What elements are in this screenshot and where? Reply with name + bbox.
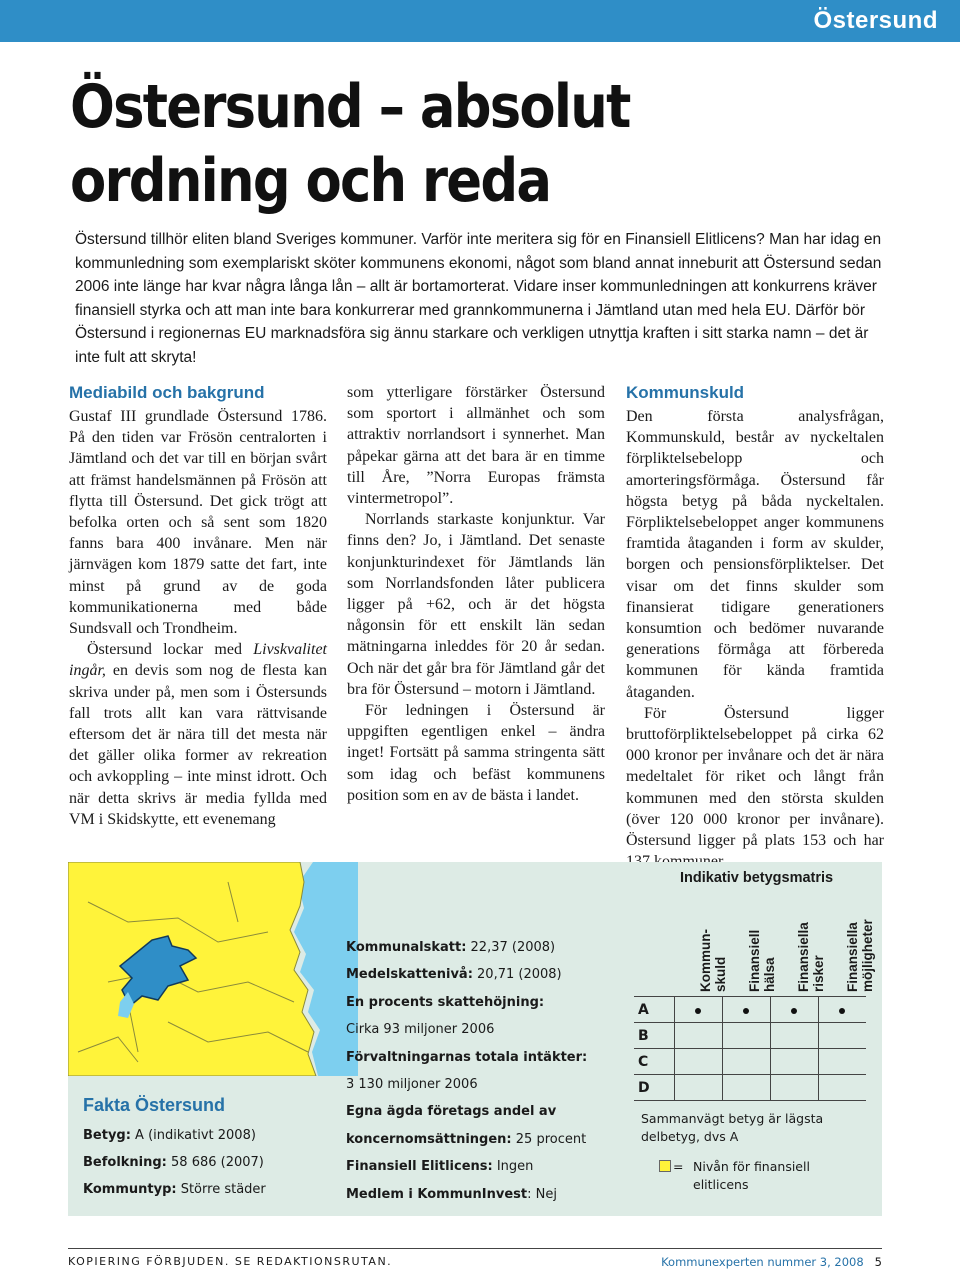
matrix-cell xyxy=(722,1023,770,1049)
footer-rule xyxy=(68,1248,882,1249)
text-span: Östersund lockar med xyxy=(87,641,254,659)
stat-intakter-value: 3 130 miljoner 2006 xyxy=(346,1077,478,1093)
grade-dot xyxy=(791,1008,797,1014)
fact-label: Betyg: xyxy=(83,1128,131,1143)
body-paragraph: För Östersund ligger bruttoförpliktelsebeloppet på cirka 62 000 kronor per invånare och det är nära medeltalet för riket och långt från kommunen med den största skulden (över 120 000 kronor per invånare). Östersund ligger på plats 153 och har xyxy=(626,704,884,850)
matrix-cell xyxy=(674,997,722,1023)
body-paragraph: Gustaf III grundlade Östersund 1786. På den tiden var Frösön centralorten i Jämtland och det var till en början svårt att främst handelsmännen på Frösön att flytta till Östersund. Det gick trögt att befolka orten och så sent som 1820 fanns bara 400 invånare. Men när järnvägen kom 1879 satte det fart, inte minst på grund av de goda kommunikationerna med både Sundsvall och Trondheim. xyxy=(69,408,327,638)
fakta-heading: Fakta Östersund xyxy=(83,1095,226,1115)
row-label: A xyxy=(634,997,674,1023)
matrix-note: Sammanvägt betyg är lägsta delbetyg, dvs A xyxy=(641,1111,824,1144)
matrix-cell xyxy=(818,1049,866,1075)
stat-value: 20,71 (2008) xyxy=(472,967,562,983)
publication-name: Kommunexperten nummer 3, 2008 xyxy=(661,1255,864,1269)
matrix-cell xyxy=(722,997,770,1023)
header-city-label: Östersund xyxy=(813,7,938,34)
legend-text: Nivån för finansiell elitlicens xyxy=(693,1159,810,1192)
matrix-cell xyxy=(674,1023,722,1049)
fakta-befolkning xyxy=(83,1149,343,1176)
stat-label: En procents skattehöjning: xyxy=(346,994,545,1010)
stat-medelskattenivå xyxy=(346,961,610,988)
body-paragraph: För ledningen i Östersund är uppgiften egentligen enkel – ändra inget! Fortsätt på samma stringenta sätt som idag och befäst kommunens position som en av de bästa i landet. xyxy=(347,702,605,804)
matrix-cell xyxy=(818,1075,866,1101)
section-heading-mediabild: Mediabild och bakgrund xyxy=(69,383,265,402)
stat-kommunalskatt xyxy=(346,934,610,961)
grade-dot xyxy=(695,1008,701,1014)
matrix-cell xyxy=(818,1023,866,1049)
matrix-cell xyxy=(770,1049,818,1075)
matrix-legend xyxy=(659,1158,869,1194)
stat-procent-label xyxy=(346,989,610,1016)
fakta-panel xyxy=(83,1092,343,1203)
matrix-cell xyxy=(770,1075,818,1101)
stat-label: Medelskattenivå: xyxy=(346,967,473,983)
row-label: D xyxy=(634,1075,674,1101)
fact-label: Kommuntyp: xyxy=(83,1182,177,1197)
map-county-jamtland xyxy=(68,862,316,1076)
column-label: Finansiella möjligheter xyxy=(845,919,875,992)
stat-elitlicens xyxy=(346,1153,610,1180)
footer-copyright: KOPIERING FÖRBJUDEN. SE REDAKTIONSRUTAN. xyxy=(68,1255,393,1268)
grade-matrix xyxy=(634,996,866,1101)
matrix-column-header xyxy=(773,898,826,994)
header-bar xyxy=(0,0,960,42)
fact-value: Större städer xyxy=(176,1182,266,1197)
matrix-cell xyxy=(770,1023,818,1049)
page-number: 5 xyxy=(874,1255,882,1269)
stat-intakter-label xyxy=(346,1044,610,1071)
matrix-cell xyxy=(674,1049,722,1075)
section-heading-kommunskuld: Kommunskuld xyxy=(626,383,745,402)
fact-value: A (indikativt 2008) xyxy=(130,1128,256,1143)
motto-text: Livskvalitet ingår, xyxy=(69,641,327,680)
title-line-2: ordning och reda xyxy=(70,146,551,216)
matrix-row xyxy=(634,997,866,1023)
matrix-cell xyxy=(674,1075,722,1101)
matrix-row xyxy=(634,1049,866,1075)
text-span: en devis som nog de flesta kan skriva under på, men som i Östersunds fall trots allt kan vara rättvisande eftersom det är nära till det mesta när det gäller olika former av rekreation och avkoppling – inte minst idrott. Och när detta skrivs är media fyllda med VM i Skidskytte, ett evenemang xyxy=(69,662,327,828)
stat-procent-value: Cirka 93 miljoner 2006 xyxy=(346,1022,495,1038)
row-label: C xyxy=(634,1049,674,1075)
stat-label: Egna ägda företags andel av koncernomsättningen: xyxy=(346,1104,557,1147)
title-line-1: Östersund – absolut xyxy=(70,72,630,142)
stat-value: : Nej xyxy=(527,1186,557,1202)
stat-label: Medlem i KommunInvest xyxy=(346,1186,528,1202)
matrix-title: Indikativ betygsmatris xyxy=(680,870,834,886)
column-label: Kommun- skuld xyxy=(698,929,728,992)
column-label: Finansiella risker xyxy=(796,922,826,992)
stat-egna-foretag xyxy=(346,1098,610,1153)
body-paragraph: Den första analysfrågan, Kommunskuld, består av nyckeltalen förpliktelsebelopp och amorteringsförmåga. Östersund får högsta betyg på båda nyckeltalen. Förpliktelsebeloppet anger kommunens framtida åtaganden i form av skulder, borgen och pensionsförpliktelser. Det visar om det finns skulder som finansierat tidigare generationers konsumtion och bedömer nuvarande generations förmåga att förbereda kommunen för kända framtida åtaganden. xyxy=(626,408,884,701)
footer-publication xyxy=(661,1255,882,1269)
ingress-paragraph: Östersund tillhör eliten bland Sveriges kommuner. Varför inte meritera sig för en Finansiell Elitlicens? Man har idag en kommunledning som exemplariskt sköter kommunens ekonomi, något som bland annat inneburit att Östersund sedan 2006 inte länge har kvar några långa lån – allt är bortamorterat. Vidare inser kommunledningen att konkurrens kräver finansiell styrka och att man inte bara konkurrerar med grannkommunerna i Jämtland utan med hela EU. Därför bör Östersund i regionernas EU marknadsföra sig ännu starkare och verkligen utnyttja kraften i sitt starka namn – det är inte fult att skryta! xyxy=(75,231,882,366)
stat-value: 25 procent xyxy=(511,1131,587,1147)
matrix-column-header xyxy=(724,898,777,994)
body-paragraph: som ytterligare förstärker Östersund som sportort i allmänhet och som attraktiv norrlandsort i synnerhet. Man påpekar gärna att det bara är en timme till Åre, ”Norra Europas främsta vintermetropol”. xyxy=(347,384,605,508)
legend-swatch xyxy=(659,1160,671,1172)
stat-label: Förvaltningarnas totala intäkter: xyxy=(346,1049,588,1065)
matrix-column-header xyxy=(675,898,728,994)
column-label: Finansiell hälsa xyxy=(747,929,777,992)
article-column-1 xyxy=(69,382,327,830)
matrix-cell xyxy=(722,1075,770,1101)
stat-value: Ingen xyxy=(492,1159,534,1175)
fakta-kommuntyp xyxy=(83,1176,343,1203)
body-paragraph xyxy=(69,639,327,830)
article-column-2 xyxy=(347,382,605,806)
matrix-cell xyxy=(818,997,866,1023)
stat-value: 22,37 (2008) xyxy=(466,940,556,955)
region-map xyxy=(68,862,358,1076)
page-title xyxy=(70,70,792,218)
matrix-row xyxy=(634,1075,866,1101)
fact-label: Befolkning: xyxy=(83,1155,167,1170)
fact-value: 58 686 (2007) xyxy=(166,1155,264,1170)
legend-equals: = xyxy=(673,1159,684,1174)
matrix-column-header xyxy=(822,898,875,994)
stats-panel xyxy=(346,934,610,1208)
stat-label: Kommunalskatt: xyxy=(346,940,467,955)
stat-kommuninvest xyxy=(346,1181,610,1208)
stat-label: Finansiell Elitlicens: xyxy=(346,1159,493,1175)
matrix-cell xyxy=(770,997,818,1023)
grade-dot xyxy=(839,1008,845,1014)
fakta-betyg xyxy=(83,1122,343,1149)
matrix-row xyxy=(634,1023,866,1049)
grade-dot xyxy=(743,1008,749,1014)
matrix-cell xyxy=(722,1049,770,1075)
body-paragraph: Norrlands starkaste konjunktur. Var finns den? Jo, i Jämtland. Det senaste konjunkturindexet för Jämtlands län som Norrlandsfonden låter publicera ligger på +62, och är det högsta någonsin för ett enskilt län sedan mätningarna inleddes för 20 år sedan. Och när det går bra för Jämtland går det bra för Östersund – motorn i Jämtland. xyxy=(347,511,605,698)
row-label: B xyxy=(634,1023,674,1049)
article-column-3 xyxy=(626,382,884,872)
